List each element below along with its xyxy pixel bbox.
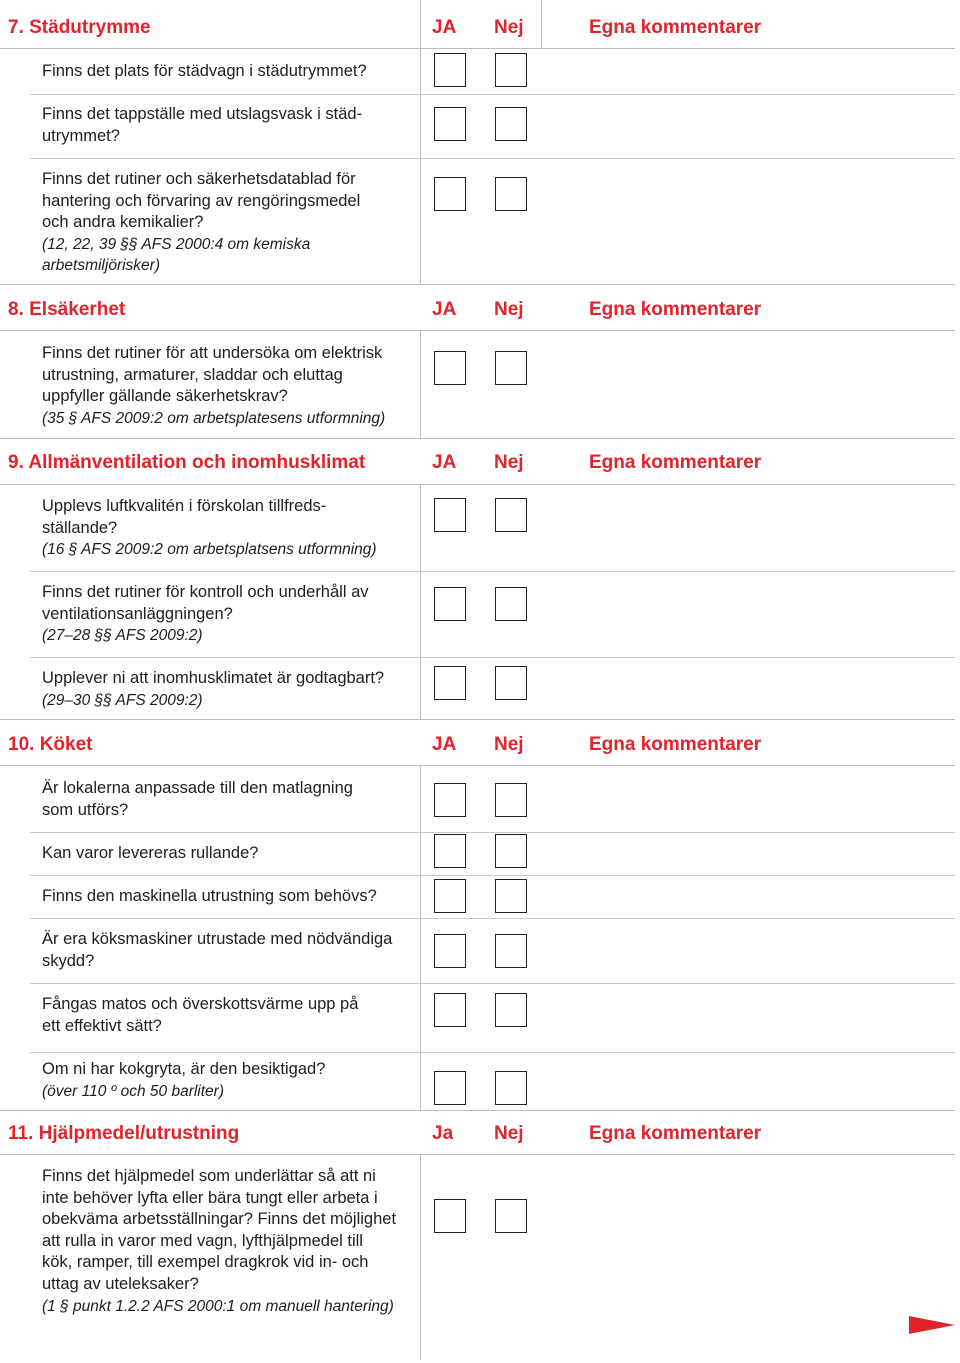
section-7-ja-header: JA <box>432 17 457 38</box>
divider <box>30 832 955 833</box>
question-text: Är era köksmaskiner utrustade med nödvändiga skydd? <box>42 930 393 970</box>
divider <box>30 1052 955 1053</box>
question-text: Finns det plats för städvagn i städutrymmet? <box>42 62 367 80</box>
divider <box>30 94 955 95</box>
divider <box>30 571 955 572</box>
legal-reference: (29–30 §§ AFS 2009:2) <box>42 691 203 709</box>
column-divider <box>420 1154 421 1360</box>
nej-checkbox[interactable] <box>495 834 527 868</box>
question-text: Finns det tappställe med utslagsvask i städ- utrymmet? <box>42 105 363 145</box>
ja-checkbox[interactable] <box>434 783 466 817</box>
question-text: Finns det hjälpmedel som underlättar så att ni inte behöver lyfta eller bära tungt eller arbeta i obekväma arbetsställningar? Finns det möjlighet att rulla in varor med vagn, lyfthjälpmedel till kök, ramper, till exempel dragkrok vid in- och uttag av uteleksaker? (1 § punkt 1.2.2 AFS 2000:1 om manuell hantering) <box>42 1166 432 1317</box>
ja-checkbox[interactable] <box>434 1071 466 1105</box>
ja-checkbox[interactable] <box>434 351 466 385</box>
section-7-title: 7. Städutrymme <box>8 17 151 38</box>
divider <box>30 657 955 658</box>
section-11-ja-header: Ja <box>432 1123 454 1144</box>
section-9-comments-header: Egna kommentarer <box>589 452 762 473</box>
section-10-nej-header: Nej <box>494 734 524 755</box>
question-text: Finns det rutiner för att undersöka om elektrisk utrustning, armaturer, sladdar och eluttag uppfyller gällande säkerhetskrav? (35 § AFS 2009:2 om arbetsplatesens utformning) <box>42 343 427 429</box>
question-text: Finns den maskinella utrustning som behövs? <box>42 887 377 905</box>
nej-checkbox[interactable] <box>495 587 527 621</box>
question-text: Finns det rutiner och säkerhetsdatablad för hantering och förvaring av rengöringsmedel och andra kemikalier? (12, 22, 39 §§ AFS 2000:4 om kemiska arbetsmiljörisker) <box>42 169 382 277</box>
question-text: Finns det rutiner för kontroll och underhåll av ventilationsanläggningen? (27–28 §§ AFS 2009:2) <box>42 582 422 647</box>
ja-checkbox[interactable] <box>434 1199 466 1233</box>
divider <box>0 719 955 720</box>
divider <box>30 875 955 876</box>
divider <box>0 330 955 331</box>
section-7-nej-header: Nej <box>494 17 524 38</box>
divider <box>0 484 955 485</box>
section-11-title: 11. Hjälpmedel/utrustning <box>8 1123 240 1144</box>
ja-checkbox[interactable] <box>434 53 466 87</box>
ja-checkbox[interactable] <box>434 934 466 968</box>
legal-reference: (1 § punkt 1.2.2 AFS 2000:1 om manuell hantering) <box>42 1297 394 1315</box>
legal-reference: (27–28 §§ AFS 2009:2) <box>42 627 203 645</box>
section-10-comments-header: Egna kommentarer <box>589 734 762 755</box>
nej-checkbox[interactable] <box>495 783 527 817</box>
next-arrow-icon[interactable] <box>909 1313 955 1337</box>
nej-checkbox[interactable] <box>495 177 527 211</box>
section-9-ja-header: JA <box>432 452 457 473</box>
nej-checkbox[interactable] <box>495 1071 527 1105</box>
divider <box>30 158 955 159</box>
divider <box>0 765 955 766</box>
legal-reference: (över 110 º och 50 barliter) <box>42 1082 224 1100</box>
ja-checkbox[interactable] <box>434 666 466 700</box>
nej-checkbox[interactable] <box>495 53 527 87</box>
column-divider <box>420 765 421 1110</box>
divider <box>0 284 955 285</box>
ja-checkbox[interactable] <box>434 834 466 868</box>
ja-checkbox[interactable] <box>434 879 466 913</box>
ja-checkbox[interactable] <box>434 177 466 211</box>
divider <box>0 48 955 49</box>
section-8-title: 8. Elsäkerhet <box>8 299 126 320</box>
divider <box>30 918 955 919</box>
section-9-title: 9. Allmänventilation och inomhusklimat <box>8 452 366 473</box>
nej-checkbox[interactable] <box>495 351 527 385</box>
divider <box>0 1154 955 1155</box>
section-10-ja-header: JA <box>432 734 457 755</box>
question-text: Upplever ni att inomhusklimatet är godtagbart? (29–30 §§ AFS 2009:2) <box>42 668 422 711</box>
nej-checkbox[interactable] <box>495 934 527 968</box>
divider <box>0 438 955 439</box>
nej-checkbox[interactable] <box>495 879 527 913</box>
column-divider <box>420 330 421 438</box>
question-text: Kan varor levereras rullande? <box>42 844 259 862</box>
legal-reference: (35 § AFS 2009:2 om arbetsplatesens utformning) <box>42 409 386 427</box>
section-8-nej-header: Nej <box>494 299 524 320</box>
question-text: Är lokalerna anpassade till den matlagning som utförs? <box>42 779 353 819</box>
nej-checkbox[interactable] <box>495 1199 527 1233</box>
section-7-comments-header: Egna kommentarer <box>589 17 762 38</box>
ja-checkbox[interactable] <box>434 587 466 621</box>
nej-checkbox[interactable] <box>495 107 527 141</box>
column-divider <box>420 484 421 719</box>
ja-checkbox[interactable] <box>434 498 466 532</box>
section-11-comments-header: Egna kommentarer <box>589 1123 762 1144</box>
question-text: Upplevs luftkvalitén i förskolan tillfreds- ställande? (16 § AFS 2009:2 om arbetsplatsens utformning) <box>42 496 422 561</box>
divider <box>0 1110 955 1111</box>
question-text: Fångas matos och överskottsvärme upp på ett effektivt sätt? <box>42 995 359 1035</box>
nej-checkbox[interactable] <box>495 498 527 532</box>
section-11-nej-header: Nej <box>494 1123 524 1144</box>
legal-reference: (12, 22, 39 §§ AFS 2000:4 om kemiska arbetsmiljörisker) <box>42 235 311 275</box>
ja-checkbox[interactable] <box>434 993 466 1027</box>
column-divider <box>541 0 542 48</box>
nej-checkbox[interactable] <box>495 993 527 1027</box>
section-10-title: 10. Köket <box>8 734 93 755</box>
divider <box>30 983 955 984</box>
section-8-comments-header: Egna kommentarer <box>589 299 762 320</box>
ja-checkbox[interactable] <box>434 107 466 141</box>
question-text: Om ni har kokgryta, är den besiktigad? (över 110 º och 50 barliter) <box>42 1059 422 1102</box>
nej-checkbox[interactable] <box>495 666 527 700</box>
section-8-ja-header: JA <box>432 299 457 320</box>
section-9-nej-header: Nej <box>494 452 524 473</box>
column-divider <box>420 0 421 284</box>
legal-reference: (16 § AFS 2009:2 om arbetsplatsens utformning) <box>42 541 377 559</box>
